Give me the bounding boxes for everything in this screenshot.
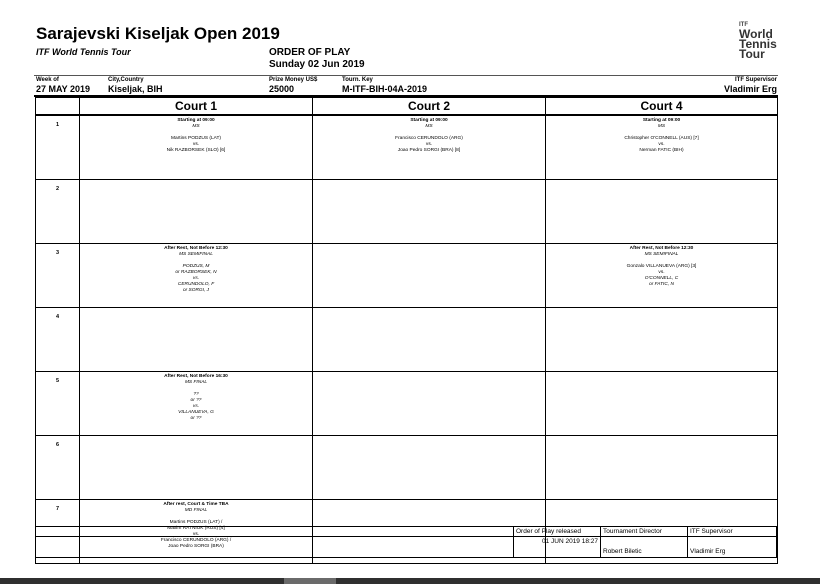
- versus-label: vs.: [192, 276, 200, 281]
- footer-spacer: [36, 527, 514, 537]
- header-divider: [34, 75, 778, 76]
- director-value: Robert Biletic: [601, 537, 688, 558]
- match-cell: [546, 244, 778, 308]
- court-header: Court 2: [313, 98, 546, 116]
- row-number: 7: [36, 500, 80, 564]
- match-info: [80, 244, 312, 294]
- match-cell: [80, 244, 313, 308]
- player-name: or RAZBORSEK, N: [175, 270, 217, 275]
- versus-label: vs.: [658, 142, 665, 147]
- match-cell: [80, 308, 313, 372]
- match-round: MS SEMIFINAL: [179, 252, 213, 257]
- match-info: [313, 116, 545, 154]
- released-label: Order of Play released: [514, 527, 601, 537]
- match-cell: [313, 244, 546, 308]
- match-row: [36, 115, 778, 180]
- match-cell: [313, 436, 546, 500]
- player-name: or ??: [190, 416, 202, 421]
- match-cell: [546, 115, 778, 180]
- released-value: 01 JUN 2019 18:27: [514, 537, 601, 558]
- match-start-time: Starting at 09:00: [177, 118, 215, 123]
- supervisor-value: Vladimir Erg: [723, 84, 777, 94]
- match-info: [546, 244, 777, 288]
- row-number: 5: [36, 372, 80, 436]
- tour-subtitle: ITF World Tennis Tour: [36, 47, 131, 57]
- match-cell: [80, 436, 313, 500]
- supervisor-label: ITF Supervisor: [734, 77, 777, 83]
- prize-value: 25000: [269, 84, 295, 94]
- row-number: 3: [36, 244, 80, 308]
- footer-spacer-bottom: [36, 537, 514, 558]
- match-cell: [313, 180, 546, 244]
- logo-itf-text: ITF: [739, 22, 748, 28]
- player-name: or ??: [190, 398, 202, 403]
- versus-label: vs.: [425, 142, 433, 147]
- player-name: Gonzalo VILLANUEVA (ARG) [3]: [626, 264, 697, 269]
- player-name: Joao Pedro SORGI (BRA) [8]: [397, 148, 461, 153]
- player-name: Francisco CERUNDOLO (ARG) /: [160, 538, 232, 543]
- match-cell: [546, 308, 778, 372]
- player-name: ??: [193, 392, 199, 397]
- player-name: Francisco CERUNDOLO (ARG): [395, 136, 463, 141]
- player-name: Maxim RATNIUK (RUS) [4]: [167, 526, 225, 531]
- match-cell: [313, 308, 546, 372]
- versus-label: vs.: [192, 532, 200, 537]
- row-number: 1: [36, 115, 80, 180]
- match-row: [36, 436, 778, 500]
- match-round: MS: [657, 124, 666, 129]
- match-row: [36, 180, 778, 244]
- bottom-bar-highlight: [284, 578, 336, 584]
- player-name: Martins PODZUS (LAT): [170, 136, 222, 141]
- player-name: VILLANUEVA, G: [178, 410, 214, 415]
- match-round: MD FINAL: [184, 508, 208, 513]
- row-number: 4: [36, 308, 80, 372]
- match-cell: [80, 372, 313, 436]
- match-row: [36, 244, 778, 308]
- match-start-time: After rest, Court & Time TBA: [163, 502, 229, 507]
- prize-label: Prize Money US$: [269, 77, 318, 83]
- player-name: O'CONNELL, C: [644, 276, 679, 281]
- match-start-time: Starting at 09:00: [642, 118, 681, 123]
- itf-logo: [739, 22, 789, 59]
- match-cell: [313, 372, 546, 436]
- player-name: PODZUS, M: [182, 264, 210, 269]
- row-number: 2: [36, 180, 80, 244]
- player-name: Joao Pedro SORGI (BRA): [168, 544, 224, 549]
- tourn-key-label: Tourn. Key: [342, 77, 373, 83]
- week-value: 27 MAY 2019: [36, 84, 91, 94]
- match-round: MS SEMIFINAL: [644, 252, 679, 257]
- player-name: Nerman FATIC (BIH): [639, 148, 684, 153]
- row-number: 6: [36, 436, 80, 500]
- match-cell: [80, 180, 313, 244]
- match-start-time: After Rest, Not Before 16:30: [164, 374, 228, 379]
- match-cell: [546, 372, 778, 436]
- player-name: Martins PODZUS (LAT) /: [169, 520, 223, 525]
- player-name: or FATIC, N: [649, 282, 674, 287]
- match-round: MS: [425, 124, 433, 129]
- logo-line2: Tennis: [739, 37, 777, 51]
- director-label: Tournament Director: [601, 527, 688, 537]
- logo-line3: Tour: [739, 47, 765, 61]
- week-label: Week of: [36, 77, 59, 83]
- corner-cell: [36, 98, 80, 116]
- player-name: Christopher O'CONNELL (AUS) [7]: [624, 136, 699, 141]
- order-of-play-date: Sunday 02 Jun 2019: [269, 59, 365, 70]
- order-of-play-grid: [35, 97, 778, 564]
- player-name: CERUNDOLO, F: [177, 282, 215, 287]
- court-header-row: [36, 98, 778, 116]
- match-cell: [546, 180, 778, 244]
- match-start-time: After Rest, Not Before 12:30: [164, 246, 228, 251]
- footer-supervisor-value: Vladimir Erg: [688, 537, 777, 558]
- match-cell: [546, 436, 778, 500]
- court-header: Court 4: [546, 98, 778, 116]
- versus-label: vs.: [192, 404, 200, 409]
- match-cell: [80, 115, 313, 180]
- order-of-play-label: ORDER OF PLAY: [269, 47, 351, 58]
- match-row: [36, 308, 778, 372]
- footer-table: [35, 526, 777, 558]
- match-round: MS FINAL: [184, 380, 208, 385]
- match-start-time: Starting at 09:00: [410, 118, 448, 123]
- match-start-time: After Rest, Not Before 12:30: [629, 246, 694, 251]
- court-header: Court 1: [80, 98, 313, 116]
- tournament-title: Sarajevski Kiseljak Open 2019: [36, 24, 280, 43]
- match-row: [36, 372, 778, 436]
- footer-supervisor-label: ITF Supervisor: [688, 527, 777, 537]
- match-info: [80, 372, 312, 422]
- match-cell: [313, 115, 546, 180]
- match-round: MS: [192, 124, 200, 129]
- city-label: City,Country: [108, 77, 144, 83]
- logo-line1: World: [739, 27, 773, 41]
- versus-label: vs.: [192, 142, 200, 147]
- match-info: [80, 116, 312, 154]
- versus-label: vs.: [658, 270, 665, 275]
- player-name: Nik RAZBORSEK (SLO) [6]: [166, 148, 226, 153]
- player-name: or SORGI, J: [182, 288, 210, 293]
- tourn-key-value: M-ITF-BIH-04A-2019: [342, 84, 428, 94]
- match-info: [546, 116, 777, 154]
- city-value: Kiseljak, BIH: [108, 84, 163, 94]
- window-bottom-bar: [0, 578, 820, 584]
